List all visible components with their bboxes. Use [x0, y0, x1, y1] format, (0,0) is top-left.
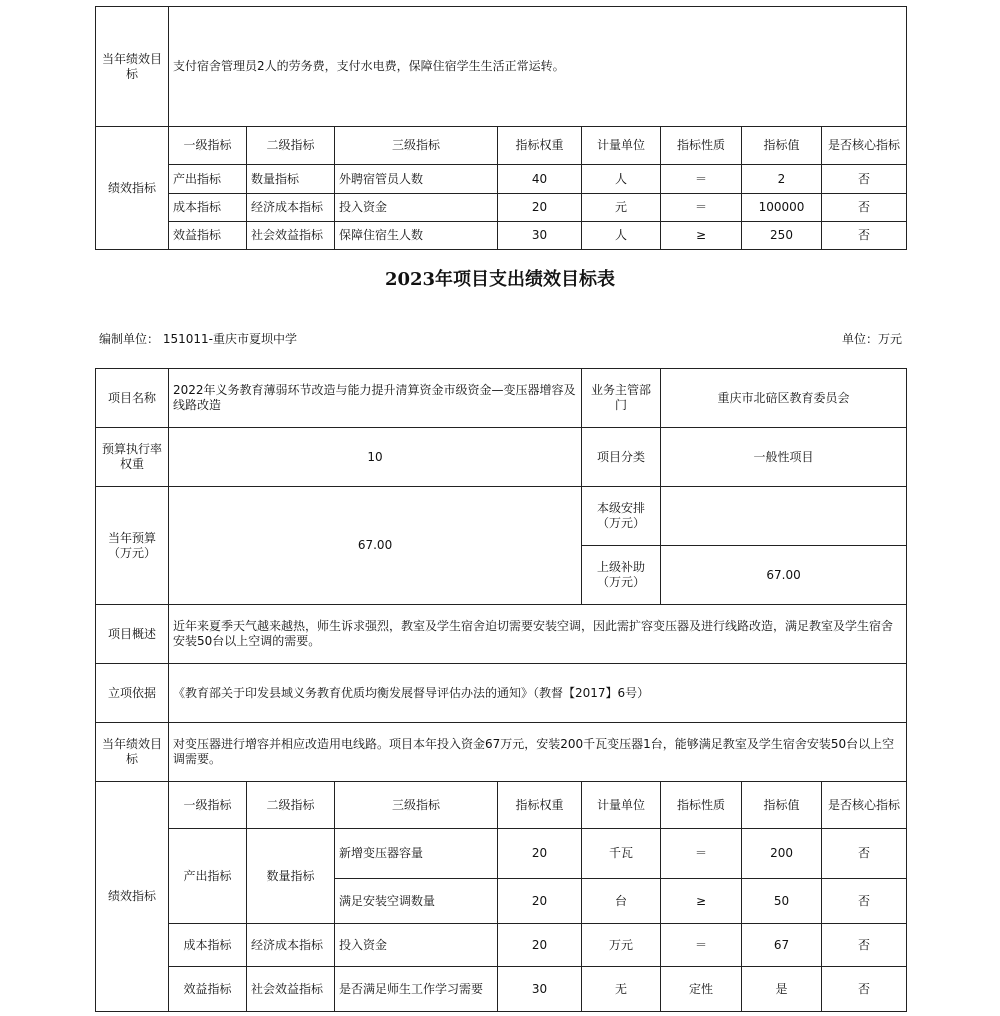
cell: 满足安装空调数量 [335, 879, 498, 924]
cell: 否 [822, 222, 907, 250]
basis-label: 立项依据 [96, 664, 169, 723]
cell: 否 [822, 879, 907, 924]
cell: 千瓦 [582, 829, 661, 879]
table-row [96, 165, 907, 194]
cell: 效益指标 [169, 967, 247, 1012]
output-level1: 产出指标 [169, 829, 247, 924]
cell: 100000 [742, 194, 822, 222]
cell: ≥ [661, 879, 742, 924]
output-level2: 数量指标 [247, 829, 335, 924]
cell: 20 [498, 829, 582, 879]
cell: 数量指标 [247, 165, 335, 194]
cell: 是 [742, 967, 822, 1012]
cell: 元 [582, 194, 661, 222]
cell: 成本指标 [169, 924, 247, 967]
page-title: 2023年项目支出绩效目标表 [384, 269, 616, 290]
cell: 成本指标 [169, 194, 247, 222]
cell: 67 [742, 924, 822, 967]
cell: 2 [742, 165, 822, 194]
goal-label: 当年绩效目标 [96, 7, 169, 127]
cell: 200 [742, 829, 822, 879]
cell: 20 [498, 924, 582, 967]
header-level2: 二级指标 [247, 782, 335, 829]
header-value: 指标值 [742, 127, 822, 165]
cell: 经济成本指标 [247, 924, 335, 967]
overview-text: 近年来夏季天气越来越热，师生诉求强烈，教室及学生宿舍迫切需要安装空调，因此需扩容变压器及进行线路改造，满足教室及学生宿舍安装50台以上空调的需要。 [169, 605, 907, 664]
budget-label: 当年预算（万元） [96, 487, 169, 605]
cell: 30 [498, 222, 582, 250]
local-label: 本级安排（万元） [582, 487, 661, 546]
table-row [96, 222, 907, 250]
category-value: 一般性项目 [661, 428, 907, 487]
cell: 外聘宿管员人数 [335, 165, 498, 194]
cell: 效益指标 [169, 222, 247, 250]
cell: 产出指标 [169, 165, 247, 194]
cell: ＝ [661, 924, 742, 967]
org-label: 编制单位： 151011-重庆市夏坝中学 [99, 332, 297, 346]
basis-text: 《教育部关于印发县域义务教育优质均衡发展督导评估办法的通知》（教督【2017】6号） [169, 664, 907, 723]
header-nature: 指标性质 [661, 127, 742, 165]
header-core: 是否核心指标 [822, 782, 907, 829]
rate-label: 预算执行率权重 [96, 428, 169, 487]
cell: 20 [498, 194, 582, 222]
project-table [95, 368, 907, 1012]
cell: 否 [822, 165, 907, 194]
cell: 否 [822, 194, 907, 222]
dept-label: 业务主管部门 [582, 369, 661, 428]
cell: 20 [498, 879, 582, 924]
cell: 投入资金 [335, 194, 498, 222]
cell: 否 [822, 967, 907, 1012]
header-weight: 指标权重 [498, 127, 582, 165]
goal-label: 当年绩效目标 [96, 723, 169, 782]
upper-value: 67.00 [661, 546, 907, 605]
cell: 万元 [582, 924, 661, 967]
header-weight: 指标权重 [498, 782, 582, 829]
header-level1: 一级指标 [169, 782, 247, 829]
cell: 30 [498, 967, 582, 1012]
table-row [96, 194, 907, 222]
goal-text: 支付宿舍管理员2人的劳务费，支付水电费，保障住宿学生生活正常运转。 [169, 7, 907, 127]
table-row [96, 829, 907, 879]
project-name: 2022年义务教育薄弱环节改造与能力提升清算资金市级资金—变压器增容及线路改造 [169, 369, 582, 428]
cell: 台 [582, 879, 661, 924]
category-label: 项目分类 [582, 428, 661, 487]
indicator-label: 绩效指标 [96, 127, 169, 250]
cell: 是否满足师生工作学习需要 [335, 967, 498, 1012]
unit-label: 单位：万元 [841, 332, 902, 346]
dept-value: 重庆市北碚区教育委员会 [661, 369, 907, 428]
cell: ＝ [661, 829, 742, 879]
cell: ≥ [661, 222, 742, 250]
cell: 250 [742, 222, 822, 250]
indicator-label: 绩效指标 [96, 782, 169, 1012]
cell: 社会效益指标 [247, 967, 335, 1012]
header-level2: 二级指标 [247, 127, 335, 165]
rate-value: 10 [169, 428, 582, 487]
cell: 人 [582, 165, 661, 194]
cell: 社会效益指标 [247, 222, 335, 250]
project-name-label: 项目名称 [96, 369, 169, 428]
cell: 经济成本指标 [247, 194, 335, 222]
table-row [96, 967, 907, 1012]
header-nature: 指标性质 [661, 782, 742, 829]
cell: 无 [582, 967, 661, 1012]
cell: ＝ [661, 194, 742, 222]
goal-text: 对变压器进行增容并相应改造用电线路。项目本年投入资金67万元，安装200千瓦变压器1台，能够满足教室及学生宿舍安装50台以上空调需要。 [169, 723, 907, 782]
cell: 投入资金 [335, 924, 498, 967]
budget-value: 67.00 [169, 487, 582, 605]
cell: 否 [822, 829, 907, 879]
previous-project-table [95, 6, 907, 250]
header-level1: 一级指标 [169, 127, 247, 165]
header-unit: 计量单位 [582, 127, 661, 165]
cell: 人 [582, 222, 661, 250]
cell: 定性 [661, 967, 742, 1012]
upper-label: 上级补助（万元） [582, 546, 661, 605]
cell: 否 [822, 924, 907, 967]
header-level3: 三级指标 [335, 782, 498, 829]
table-row [96, 924, 907, 967]
cell: 新增变压器容量 [335, 829, 498, 879]
cell: 40 [498, 165, 582, 194]
header-level3: 三级指标 [335, 127, 498, 165]
cell: 50 [742, 879, 822, 924]
header-value: 指标值 [742, 782, 822, 829]
cell: ＝ [661, 165, 742, 194]
header-unit: 计量单位 [582, 782, 661, 829]
overview-label: 项目概述 [96, 605, 169, 664]
header-core: 是否核心指标 [822, 127, 907, 165]
cell: 保障住宿生人数 [335, 222, 498, 250]
local-value [661, 487, 907, 546]
